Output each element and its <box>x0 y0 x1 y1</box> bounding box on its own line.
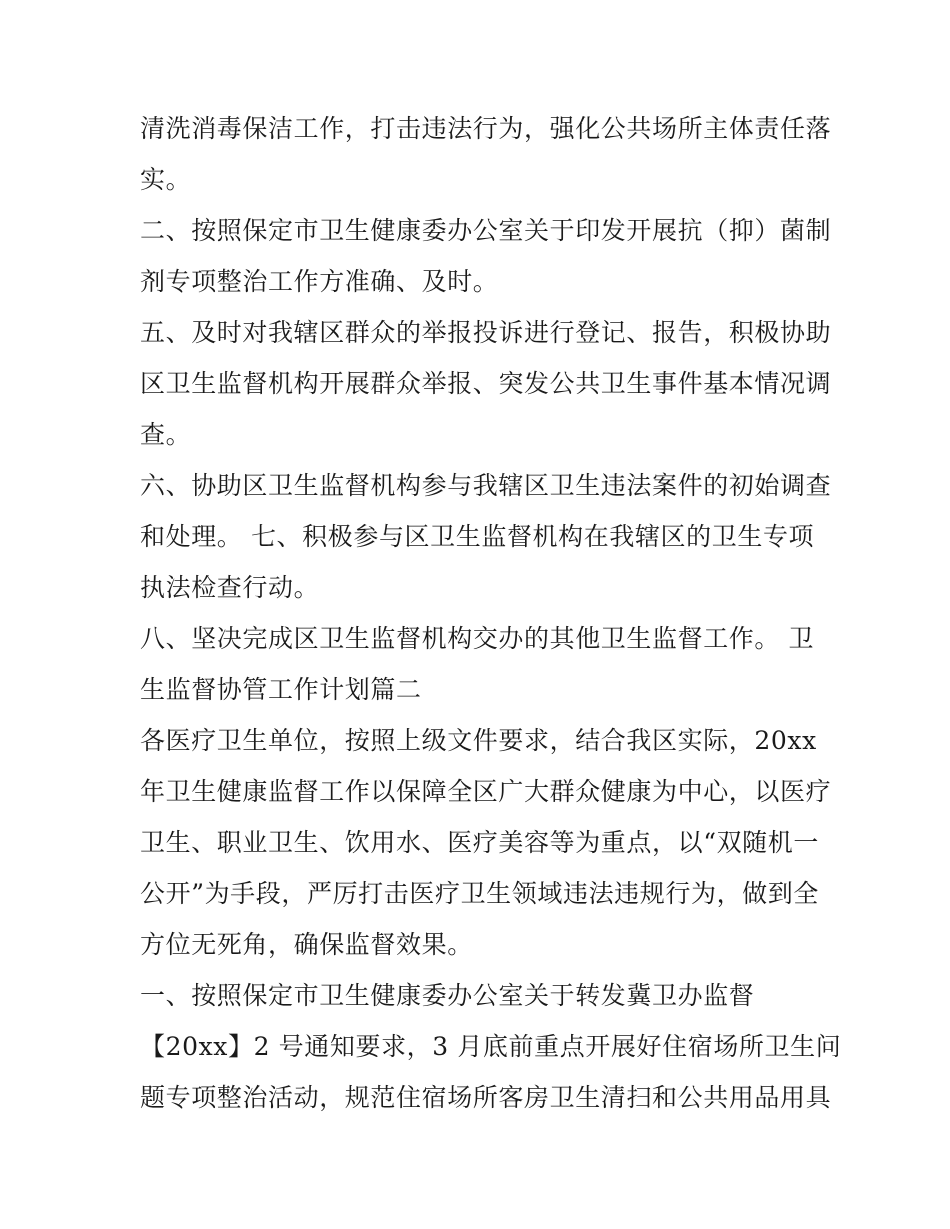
text-line: 五、及时对我辖区群众的举报投诉进行登记、报告，积极协助 <box>140 318 832 347</box>
text-line: 题专项整治活动，规范住宿场所客房卫生清扫和公共用品用具 <box>140 1083 832 1112</box>
text-line: 卫生、职业卫生、饮用水、医疗美容等为重点，以“双随机一 <box>140 828 819 857</box>
text-line: 查。 <box>140 420 192 449</box>
text-line: 实。 <box>140 165 192 194</box>
text-line: 区卫生监督机构开展群众举报、突发公共卫生事件基本情况调 <box>140 369 832 398</box>
text-line: 年卫生健康监督工作以保障全区广大群众健康为中心，以医疗 <box>140 777 832 806</box>
text-line: 剂专项整治工作方准确、及时。 <box>140 267 499 296</box>
text-line: 二、按照保定市卫生健康委办公室关于印发开展抗（抑）菌制 <box>140 216 832 245</box>
text-line: 各医疗卫生单位，按照上级文件要求，结合我区实际，20xx <box>140 726 817 755</box>
text-line: 执法检查行动。 <box>140 573 320 602</box>
text-line: 八、坚决完成区卫生监督机构交办的其他卫生监督工作。 卫 <box>140 624 815 653</box>
text-line: 公开”为手段，严厉打击医疗卫生领域违法违规行为，做到全 <box>140 879 819 908</box>
text-line: 六、协助区卫生监督机构参与我辖区卫生违法案件的初始调查 <box>140 471 832 500</box>
body-text <box>140 103 842 1123</box>
text-line: 清洗消毒保洁工作，打击违法行为，强化公共场所主体责任落 <box>140 114 832 143</box>
text-line: 方位无死角，确保监督效果。 <box>140 930 473 959</box>
text-line: 一、按照保定市卫生健康委办公室关于转发冀卫办监督 <box>140 981 755 1010</box>
text-line: 和处理。 七、积极参与区卫生监督机构在我辖区的卫生专项 <box>140 522 815 551</box>
text-line: 生监督协管工作计划篇二 <box>140 675 422 704</box>
text-line: 【20xx】2 号通知要求，3 月底前重点开展好住宿场所卫生问 <box>140 1032 842 1061</box>
